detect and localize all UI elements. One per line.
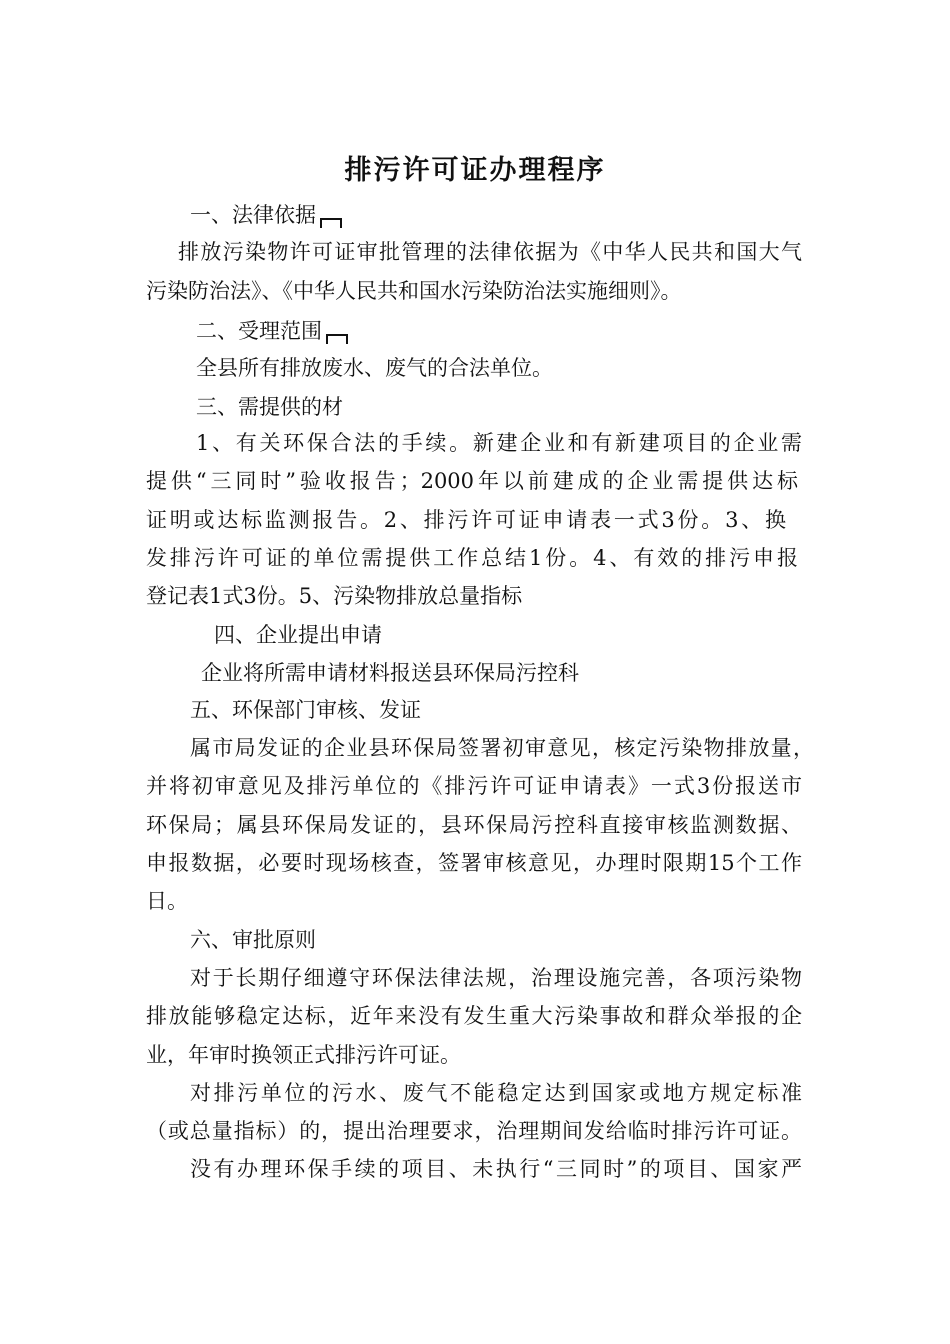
section-heading-principles: 六、审批原则 <box>190 928 316 952</box>
paragraph-line: 属市局发证的企业县环保局签署初审意见，核定污染物排放量， <box>190 736 814 760</box>
paragraph-line: 没有办理环保手续的项目、未执行“三同时”的项目、国家严 <box>190 1157 802 1181</box>
section-heading-legal-basis: 一、法律依据 <box>190 200 342 230</box>
paragraph-line: 证明或达标监测报告。2、排污许可证申请表一式3份。3、换 <box>146 508 786 532</box>
section-heading-review: 五、环保部门审核、发证 <box>190 698 421 722</box>
paragraph-line: 申报数据，必要时现场核查，签署审核意见，办理时限期15个工作 <box>146 851 802 875</box>
paragraph-line: 发排污许可证的单位需提供工作总结1份。4、有效的排污申报 <box>146 546 798 570</box>
bracket-mark-icon <box>326 334 348 344</box>
paragraph-line: 对于长期仔细遵守环保法律法规，治理设施完善，各项污染物 <box>190 966 802 990</box>
paragraph-line: 提供“三同时”验收报告；2000年以前建成的企业需提供达标 <box>146 469 798 493</box>
paragraph-line: 1、有关环保合法的手续。新建企业和有新建项目的企业需 <box>196 431 802 455</box>
paragraph-line: 环保局；属县环保局发证的，县环保局污控科直接审核监测数据、 <box>146 813 802 837</box>
paragraph-line: 排放污染物许可证审批管理的法律依据为《中华人民共和国大气 <box>178 240 802 264</box>
paragraph-line: 污染防治法》、《中华人民共和国水污染防治法实施细则》。 <box>146 279 682 303</box>
paragraph-line: 业，年审时换领正式排污许可证。 <box>146 1043 461 1067</box>
section-heading-application: 四、企业提出申请 <box>214 623 382 647</box>
paragraph-line: 企业将所需申请材料报送县环保局污控科 <box>201 661 579 685</box>
section-heading-materials: 三、需提供的材 <box>196 395 343 419</box>
document-title: 排污许可证办理程序 <box>344 155 606 186</box>
paragraph-line: 全县所有排放废水、废气的合法单位。 <box>196 356 553 380</box>
paragraph-line: （或总量指标）的，提出治理要求，治理期间发给临时排污许可证。 <box>146 1119 802 1143</box>
paragraph-line: 排放能够稳定达标，近年来没有发生重大污染事故和群众举报的企 <box>146 1004 802 1028</box>
paragraph-line: 并将初审意见及排污单位的《排污许可证申请表》一式3份报送市 <box>146 774 802 798</box>
paragraph-line: 对排污单位的污水、废气不能稳定达到国家或地方规定标准 <box>190 1081 802 1105</box>
paragraph-line: 登记表1式3份。5、污染物排放总量指标 <box>146 584 523 608</box>
paragraph-line: 日。 <box>146 889 188 913</box>
bracket-mark-icon <box>320 218 342 228</box>
section-heading-scope: 二、受理范围 <box>196 316 348 346</box>
